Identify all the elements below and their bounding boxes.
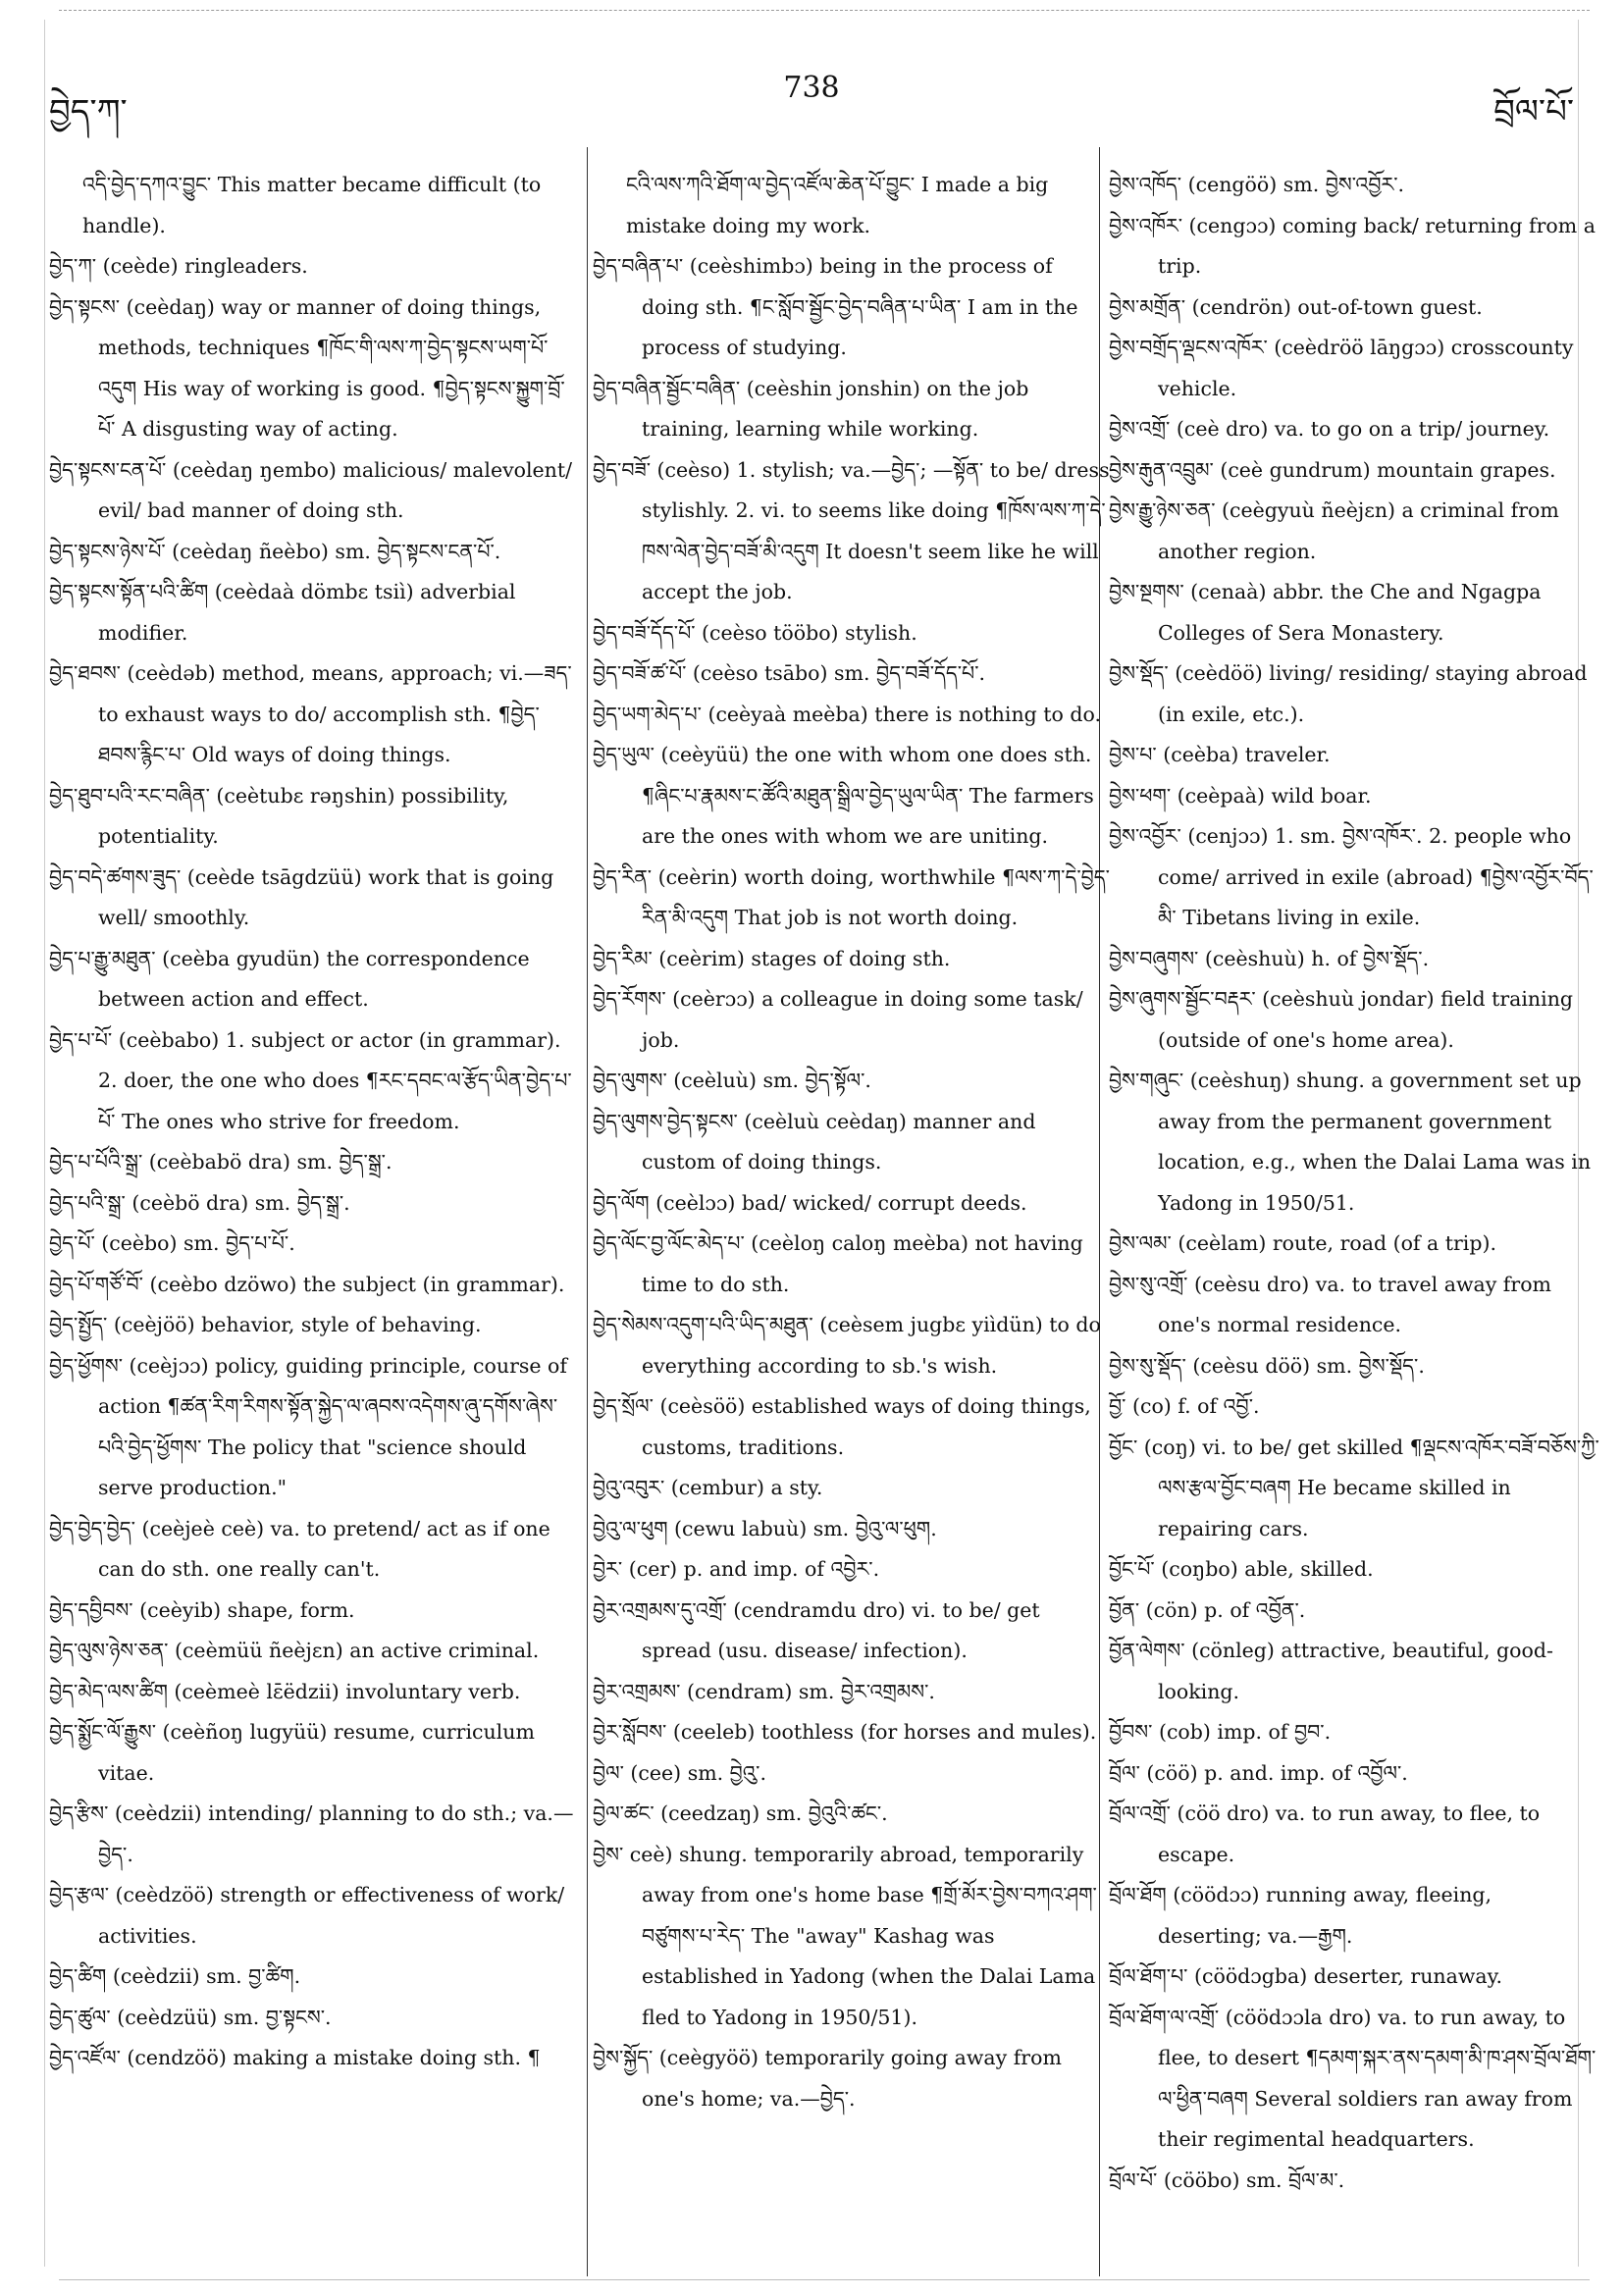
dictionary-entry: བྱེས་སྔགས་ (cenaà) abbr. the Che and Ngagpa Colleges of Sera Monastery. bbox=[1109, 580, 1542, 645]
header-right-guideword: བྲོལ་པོ་ bbox=[1493, 92, 1574, 131]
dictionary-column-1 bbox=[49, 165, 574, 2079]
dictionary-entry: བྱེད་བྱེད་བྱེད་ (ceèjeè ceè) va. to pretend/ act as if one can do sth. one really can't. bbox=[49, 1516, 550, 1581]
dictionary-entry: ངའི་ལས་ཀའི་ཐོག་ལ་བྱེད་འཛོལ་ཆེན་པོ་བྱུང་ I made a big mistake doing my work. bbox=[626, 173, 1049, 237]
dictionary-entry: བྱེད་སྤྱོད་ (ceèjöö) behavior, style of behaving. bbox=[49, 1313, 482, 1336]
dictionary-entry: བྱེས་གཞུང་ (ceèshuŋ) shung. a government set up away from the permanent government location, e.g., when the Dalai Lama was in Yadong in 1950/51. bbox=[1109, 1069, 1592, 1215]
dictionary-entry: བྱེའུ་འབུར་ (cembur) a sty. bbox=[593, 1476, 823, 1499]
dictionary-entry: བྱེས་སུ་འགྲོ་ (ceèsu dro) va. to travel away from one's normal residence. bbox=[1109, 1272, 1551, 1336]
dictionary-entry: བྱེས་རྒྱུ་ཉེས་ཅན་ (ceègyuù ñeèjɛn) a criminal from another region. bbox=[1109, 498, 1559, 563]
top-scan-line bbox=[59, 10, 1590, 11]
dictionary-entry: བྱེའུ་ལ་ཕུག (cewu labuù) sm. བྱེའུ་ལ་ཕུག. bbox=[593, 1516, 937, 1540]
dictionary-entry: བྱེས་སྐྱོད་ (ceègyöö) temporarily going away from one's home; va.—བྱེད་. bbox=[593, 2046, 1062, 2111]
dictionary-entry: བྱེད་ཀ་ (ceède) ringleaders. bbox=[49, 254, 308, 278]
dictionary-entry: བྱེད་རྩིས་ (ceèdzii) intending/ planning to do sth.; va.—བྱེད་. bbox=[49, 1801, 574, 1866]
dictionary-entry: བྱོང་ (coŋ) vi. to be/ get skilled ¶ལྡངས་འཁོར་བཟོ་བཅོས་ཀྱི་ལས་རྩལ་བྱོང་བཞག He became skilled in repairing cars. bbox=[1109, 1435, 1599, 1540]
dictionary-entry: བྱེད་བཟོ་དོད་པོ་ (ceèso tööbo) stylish. bbox=[593, 620, 917, 645]
dictionary-entry: བྱེལ་ཚང་ (ceedzaŋ) sm. བྱེའུའི་ཚང་. bbox=[593, 1801, 888, 1825]
dictionary-entry: བྱེད་མེད་ལས་ཚིག (ceèmeè lɛ̄ëdzii) involuntary verb. bbox=[49, 1679, 521, 1703]
dictionary-entry: བྱེད་སྟངས་ (ceèdaŋ) way or manner of doing things, methods, techniques ¶ཁོང་གི་ལས་ཀ་བྱེད་སྟངས་ཡག་པོ་འདུག His way of working is good. ¶བྱེད་སྟངས་སྐྱུག་བྲོ་པོ་ A disgusting way of acting. bbox=[49, 294, 565, 441]
dictionary-entry: བྱེར་འགྲམས་དུ་འགྲོ་ (cendramdu dro) vi. to be/ get spread (usu. disease/ infection). bbox=[593, 1597, 1040, 1662]
dictionary-entry: བྱེས་བཞུགས་ (ceèshuù) h. of བྱེས་སྡོད་. bbox=[1109, 946, 1430, 970]
dictionary-entry: བྱེད་པའི་སྒྲ་ (ceèbö dra) sm. བྱེད་སྒྲ་. bbox=[49, 1190, 350, 1215]
dictionary-entry: བྱེད་སྟངས་ངན་པོ་ (ceèdaŋ ŋembo) malicious/ malevolent/ evil/ bad manner of doing sth. bbox=[49, 457, 573, 522]
dictionary-entry: བྱེས་མགྲོན་ (cendrön) out-of-town guest. bbox=[1109, 294, 1483, 319]
dictionary-entry: བྱེས་ ceè) shung. temporarily abroad, temporarily away from one's home base ¶གྲོ་མོར་བྱེས་བཀའ་ཤག་བཙུགས་པ་རེད་ The "away" Kashag was established in Yadong (when the Dalai Lama fled to Yadong in 1950/51). bbox=[593, 1842, 1097, 2029]
dictionary-column-3 bbox=[1109, 165, 1599, 2201]
dictionary-entry: བྱེད་བདེ་ཚགས་ཟུད་ (ceède tsāgdzüü) work that is going well/ smoothly. bbox=[49, 864, 554, 929]
dictionary-entry: བྱེད་ལུགས་བྱེད་སྟངས་ (ceèluù ceèdaŋ) manner and custom of doing things. bbox=[593, 1109, 1036, 1174]
dictionary-entry: བྱེད་ཚིག (ceèdzii) sm. བྱ་ཚིག. bbox=[49, 1964, 301, 1988]
dictionary-entry: བྲོལ་ཐོག (cöödɔɔ) running away, fleeing, deserting; va.—རྒྱག. bbox=[1109, 1883, 1492, 1948]
dictionary-entry: བྱེས་འཁོར་ (cengɔɔ) coming back/ returning from a trip. bbox=[1109, 213, 1596, 278]
dictionary-entry: བྱེད་སེམས་འདུག་པའི་ཡིད་མཐུན་ (ceèsem jugbɛ yiìdün) to do everything according to sb.'s wish. bbox=[593, 1313, 1101, 1378]
dictionary-entry: བྱོབས་ (cob) imp. of བྱབ་. bbox=[1109, 1720, 1332, 1744]
dictionary-entry: བྱེས་འབྱོར་ (cenjɔɔ) 1. sm. བྱེས་འཁོར་. 2. people who come/ arrived in exile (abroad) ¶བྱེས་འབྱོར་བོད་མི་ Tibetans living in exile. bbox=[1109, 824, 1594, 929]
dictionary-entry: བྱོན་ལེགས་ (cönleg) attractive, beautiful, good-looking. bbox=[1109, 1639, 1553, 1703]
dictionary-entry: བྲོལ་པོ་ (cööbo) sm. བྲོལ་མ་. bbox=[1109, 2167, 1345, 2192]
dictionary-entry: བྱོང་པོ་ (coŋbo) able, skilled. bbox=[1109, 1557, 1374, 1581]
dictionary-entry: བྱེས་བགྲོད་ལྡངས་འཁོར་ (ceèdröö lāŋgɔɔ) crosscounty vehicle. bbox=[1109, 336, 1574, 400]
left-margin-line bbox=[44, 20, 45, 2267]
dictionary-entry: བྱེད་ལོག (ceèlɔɔ) bad/ wicked/ corrupt deeds. bbox=[593, 1190, 1027, 1215]
dictionary-entry: བྱེད་པ་པོ་ (ceèbabo) 1. subject or actor (in grammar). 2. doer, the one who does ¶རང་དབང་ལ་རྩོད་ཡིན་བྱེད་པ་པོ་ The ones who strive for freedom. bbox=[49, 1027, 572, 1133]
dictionary-entry: འདི་བྱེད་དཀའ་བྱུང་ This matter became difficult (to handle). bbox=[82, 173, 542, 237]
dictionary-entry: བྱེད་རིན་ (ceèrin) worth doing, worthwhile ¶ལས་ཀ་དེ་བྱེད་རིན་མི་འདུག That job is not worth doing. bbox=[593, 864, 1110, 929]
dictionary-entry: བྱེད་པ་རྒྱུ་མཐུན་ (ceèba gyudün) the correspondence between action and effect. bbox=[49, 946, 530, 1011]
dictionary-entry: བྱེས་སྡོད་ (ceèdöö) living/ residing/ staying abroad (in exile, etc.). bbox=[1109, 661, 1588, 726]
dictionary-entry: བྲོལ་ (cöö) p. and. imp. of འབྱོལ་. bbox=[1109, 1760, 1408, 1785]
dictionary-entry: བྱེས་འཁོད་ (cengöö) sm. བྱེས་འབྱོར་. bbox=[1109, 173, 1405, 196]
column-divider bbox=[587, 147, 588, 2276]
dictionary-entry: བྱེད་ཕྱོགས་ (ceèjɔɔ) policy, guiding principle, course of action ¶ཚན་རིག་རིགས་སྟོན་སྐྱེད་ལ་ཞབས་འདེགས་ཞུ་དགོས་ཞེས་པའི་བྱེད་ཕྱོགས་ The policy that "science should serve production." bbox=[49, 1353, 567, 1499]
dictionary-entry: བྱེས་ཞུགས་སྦྱོང་བརྡར་ (ceèshuù jondar) field training (outside of one's home area). bbox=[1109, 987, 1574, 1052]
dictionary-entry: བྱེད་དབྱིབས་ (ceèyib) shape, form. bbox=[49, 1597, 355, 1622]
dictionary-entry: བྱེད་རིམ་ (ceèrim) stages of doing sth. bbox=[593, 946, 951, 970]
dictionary-entry: བྱེད་བཞིན་སྦྱོང་བཞིན་ (ceèshin jonshin) on the job training, learning while working. bbox=[593, 376, 1029, 441]
dictionary-entry: བྱེལ་ (cee) sm. བྱེའུ་. bbox=[593, 1760, 766, 1785]
dictionary-entry: བྱེས་པ་ (ceèba) traveler. bbox=[1109, 743, 1331, 766]
dictionary-entry: བྱེད་པོ་གཙོ་བོ་ (ceèbo dzöwo) the subject (in grammar). bbox=[49, 1272, 565, 1296]
dictionary-entry: བྱེད་པོ་ (ceèbo) sm. བྱེད་པ་པོ་. bbox=[49, 1231, 295, 1255]
header-left-guideword: བྱེད་ཀ་ bbox=[49, 92, 128, 131]
dictionary-entry: བྱེས་ཕག་ (ceèpaà) wild boar. bbox=[1109, 783, 1372, 808]
dictionary-entry: བྱེད་ཡག་མེད་པ་ (ceèyaà meèba) there is nothing to do. bbox=[593, 702, 1102, 726]
dictionary-entry: བྲོལ་ཐོག་པ་ (cöödɔgba) deserter, runaway. bbox=[1109, 1964, 1502, 1988]
dictionary-entry: བྱེད་ལོང་བྱ་ལོང་མེད་པ་ (ceèloŋ caloŋ meèba) not having time to do sth. bbox=[593, 1231, 1083, 1296]
dictionary-entry: བྱེད་པ་པོའི་སྒྲ་ (ceèbabö dra) sm. བྱེད་སྒྲ་. bbox=[49, 1150, 393, 1174]
dictionary-entry: བྱེད་ཐབས་ (ceèdəb) method, means, approach; vi.—ཟད་ to exhaust ways to do/ accomplish sth. ¶བྱེད་ཐབས་རྙིང་པ་ Old ways of doing things. bbox=[49, 661, 572, 766]
dictionary-entry: བྱེད་སྟངས་ཉེས་པོ་ (ceèdaŋ ñeèbo) sm. བྱེད་སྟངས་ངན་པོ་. bbox=[49, 539, 501, 563]
dictionary-entry: བྱེར་འགྲམས་ (cendram) sm. བྱེར་འགྲམས་. bbox=[593, 1679, 935, 1703]
dictionary-entry: བྱོ་ (co) f. of འབྱོ་. bbox=[1109, 1394, 1260, 1418]
dictionary-entry: བྱོན་ (cön) p. of འབྱོན་. bbox=[1109, 1597, 1306, 1622]
dictionary-entry: བྱེད་ཡུལ་ (ceèyüü) the one with whom one does sth. ¶ཞིང་པ་རྣམས་ང་ཚོའི་མཐུན་སྒྲིལ་བྱེད་ཡུལ་ཡིན་ The farmers are the ones with whom we are uniting. bbox=[593, 743, 1094, 848]
dictionary-entry: བྱེས་འགྲོ་ (ceè dro) va. to go on a trip/ journey. bbox=[1109, 417, 1550, 441]
dictionary-entry: བྱེད་ཚུལ་ (ceèdzüü) sm. བྱ་སྟངས་. bbox=[49, 2005, 332, 2029]
bottom-scan-line bbox=[59, 2279, 1590, 2280]
dictionary-entry: བྱེད་རྩལ་ (ceèdzöö) strength or effectiveness of work/ activities. bbox=[49, 1883, 565, 1948]
dictionary-entry: བྱེད་སྨྱོང་ལོ་རྒྱུས་ (ceèñoŋ lugyüü) resume, curriculum vitae. bbox=[49, 1720, 535, 1785]
dictionary-entry: བྱེད་ལུས་ཉེས་ཅན་ (ceèmüü ñeèjɛn) an active criminal. bbox=[49, 1639, 540, 1662]
dictionary-entry: བྱེས་སུ་སྡོད་ (ceèsu döö) sm. བྱེས་སྡོད་. bbox=[1109, 1353, 1425, 1378]
dictionary-entry: བྲོལ་འགྲོ་ (cöö dro) va. to run away, to flee, to escape. bbox=[1109, 1801, 1541, 1866]
dictionary-entry: བྱེར་ (cer) p. and imp. of འབྱེར་. bbox=[593, 1557, 880, 1581]
dictionary-entry: བྱེད་བཟོ་ (ceèso) 1. stylish; va.—བྱེད་; —སྟོན་ to be/ dress stylishly. 2. vi. to seems like doing ¶ཁོས་ལས་ཀ་དེ་ཁས་ལེན་བྱེད་བཟོ་མི་འདུག It doesn't seem like he will accept the job. bbox=[593, 457, 1110, 603]
dictionary-entry: བྱེད་ལུགས་ (ceèluù) sm. བྱེད་སྟོལ་. bbox=[593, 1069, 871, 1092]
dictionary-entry: བྱེད་སྲོལ་ (ceèsöö) established ways of doing things, customs, traditions. bbox=[593, 1394, 1091, 1459]
dictionary-entry: བྱེར་སློབས་ (ceeleb) toothless (for horses and mules). bbox=[593, 1720, 1097, 1744]
dictionary-entry: བྲོལ་ཐོག་ལ་འགྲོ་ (cöödɔɔla dro) va. to run away, to flee, to desert ¶དམག་སྐར་ནས་དམག་མི་ཁ་ཤས་བྲོལ་ཐོག་ལ་ཕྱིན་བཞག Several soldiers ran away from their regimental headquarters. bbox=[1109, 2005, 1597, 2151]
dictionary-entry: བྱེད་འཛོལ་ (cendzöö) making a mistake doing sth. ¶ bbox=[49, 2046, 541, 2069]
dictionary-entry: བྱེད་བཞིན་པ་ (ceèshimbɔ) being in the process of doing sth. ¶ང་སློབ་སྦྱོང་བྱེད་བཞིན་པ་ཡིན་ I am in the process of studying. bbox=[593, 254, 1078, 359]
dictionary-column-2 bbox=[593, 165, 1113, 2119]
dictionary-entry: བྱེད་བཟོ་ཚ་པོ་ (ceèso tsābo) sm. བྱེད་བཟོ་དོད་པོ་. bbox=[593, 661, 986, 685]
page-number: 738 bbox=[783, 71, 840, 105]
dictionary-entry: བྱེད་སྟངས་སྟོན་པའི་ཚིག (ceèdaà dömbɛ tsiì) adverbial modifier. bbox=[49, 580, 516, 645]
dictionary-entry: བྱེས་རྒུན་འབྲུམ་ (ceè gundrum) mountain grapes. bbox=[1109, 457, 1556, 482]
dictionary-entry: བྱེད་ཐུབ་པའི་རང་བཞིན་ (ceètubε rəŋshin) possibility, potentiality. bbox=[49, 783, 509, 848]
dictionary-entry: བྱེས་ལམ་ (ceèlam) route, road (of a trip). bbox=[1109, 1231, 1496, 1255]
dictionary-entry: བྱེད་རོགས་ (ceèrɔɔ) a colleague in doing some task/ job. bbox=[593, 987, 1083, 1052]
